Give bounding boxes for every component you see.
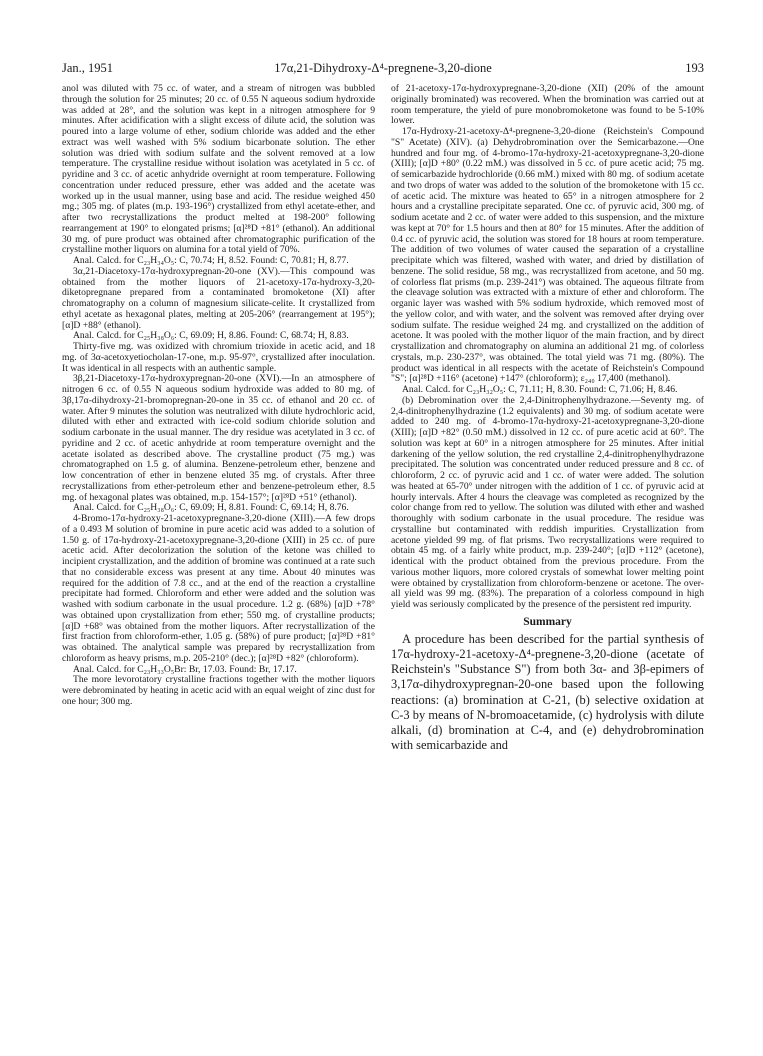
- compound-xiii-paragraph: 4-Bromo-17α-hydroxy-21-acetoxypregnane-3,20-dione (XIII).—A few drops of a 0.493 M solution of bromine in pure acetic acid was added to a solution of 1.50 g. of 17α-hydroxy-21-acetoxypregnane-3,20-dione (XIII) in 25 cc. of pure acetic acid. After decolorization the solution of the ketone was chilled to incipient crystallization, and the addition of bromine was continued at a rate such that no considerable excess was present at any time. About 40 minutes was required for the addition of 7.8 cc., and at the end of the reaction a crystalline precipitate had formed. Chloroform and ether were added and the solution was washed with sodium carbonate in the usual procedure. 1.2 g. (68%) [α]D +78° was obtained upon crystallization from ether; 550 mg. of crystalline products; [α]D +68° was obtained from the mother liquors. After recrystallization of the first fraction from chloroform-ether, 1.05 g. (58%) of pure product; [α]²⁸D +81° was obtained. The analytical sample was prepared by recrystallization from chloroform as heavy prisms, m.p. 205-210° (dec.); [α]²⁸D +82° (chloroform).: [62, 513, 375, 664]
- compound-xvi-paragraph: 3β,21-Diacetoxy-17α-hydroxypregnan-20-one (XVI).—In an atmosphere of nitrogen 6 cc. of 0.55 N aqueous sodium hydroxide was added to 80 mg. of 3β,17α-dihydroxy-21-bromopregnan-20-one in 35 cc. of ethanol and 20 cc. of water. After 9 minutes the solution was neutralized with dilute hydrochloric acid, diluted with ether and extracted with ice-cold sodium chloride solution and sodium carbonate in the usual manner. The dry residue was acetylated in 3 cc. of pyridine and 2 cc. of acetic anhydride at room temperature overnight and the acetate isolated as described above. The crystalline product (75 mg.) was chromatographed on 1.5 g. of alumina. Benzene-petroleum ether, benzene and low concentration of ether in benzene eluted 35 mg. of crystals. After three recrystallizations from ether-petroleum ether and benzene-petroleum ether, 8.5 mg. of hexagonal plates was obtained, m.p. 154-157°; [α]²⁸D +51° (ethanol).: [62, 373, 375, 503]
- paragraph: Thirty-five mg. was oxidized with chromium trioxide in acetic acid, and 18 mg. of 3α-acetoxyetiocholan-17-one, m.p. 95-97°, crystallized after inoculation. It was identical in all respects with an authentic sample.: [62, 341, 375, 374]
- compound-xiv-paragraph: 17α-Hydroxy-21-acetoxy-Δ⁴-pregnene-3,20-dione (Reichstein's Compound "S" Acetate) (XIV). (a) Dehydrobromination over the Semicarbazone.—One hundred and four mg. of 4-bromo-17α-hydroxy-21-acetoxypregnane-3,20-dione (XIII); [α]D +80° (0.22 mM.) was dissolved in 5 cc. of pure acetic acid; 75 mg. of semicarbazide hydrochloride (0.66 mM.) mixed with 80 mg. of sodium acetate and two drops of water was added to the solution of the bromoketone with 15 cc. of acetic acid. The mixture was heated to 65° in a nitrogen atmosphere for 2 hours and a crystalline precipitate separated. One cc. of pyruvic acid, 300 mg. of sodium acetate and 2 cc. of water were added to this suspension, and the mixture was kept at 70° for 1.5 hours and then at 80° for 15 minutes. After the addition of 0.4 cc. of pyruvic acid, the solution was stored for 18 hours at room temperature. The addition of two volumes of water caused the separation of a crystalline precipitate which was filtered, washed with water, and dried by distillation of benzene. The solid residue, 58 mg., was recrystallized from acetone, and 50 mg. of colorless flat prisms (m.p. 239-241°) was obtained. The aqueous filtrate from the cleavage solution was extracted with a mixture of ether and chloroform. The organic layer was washed with 5% sodium hydroxide, which removed most of the yellow color, and with water, and the solvent was removed after drying over sodium sulfate. The residue weighed 24 mg. and crystallized on the addition of acetone. It was pooled with the mother liquor of the main fraction, and by direct crystallization and chromatography on alumina an additional 21 mg. of colorless crystals, m.p. 230-237°, was obtained. The total yield was 71 mg. (80%). The product was identical in all respects with the acetate of Reichstein's Compound "S"; [α]²⁸D +116° (acetone) +147° (chloroform); ε₂₄₀ 17,400 (methanol).: [391, 126, 704, 385]
- paragraph: The more levorotatory crystalline fractions together with the mother liquors were debrominated by heating in acetic acid with an equal weight of zinc dust for one hour; 300 mg.: [62, 674, 375, 707]
- analysis-paragraph: Anal. Calcd. for C₂₅H₃₈O₆: C, 69.09; H, 8.81. Found: C, 69.14; H, 8.76.: [73, 502, 349, 514]
- summary-heading: Summary: [523, 615, 572, 628]
- paragraph: anol was diluted with 75 cc. of water, and a stream of nitrogen was bubbled through the solution for 25 minutes; 20 cc. of 0.55 N aqueous sodium hydroxide was added at 28°, and the solution was kept in a nitrogen atmosphere for 9 minutes. After acidification with a slight excess of dilute acid, the solution was poured into a large volume of ether, sodium chloride was added and the ether extract was well washed with 5% sodium bicarbonate solution. The ether solution was dried with sodium sulfate and the solvent removed at a low temperature. The crystalline residue without isolation was acetylated in 5 cc. of pyridine and 3 cc. of acetic anhydride overnight at room temperature. Following concentration under reduced pressure, ether was added and the acetate was worked up in the usual manner, using base and acid. The residue weighed 450 mg.; 305 mg. of plates (m.p. 193-196°) crystallized from ethyl acetate-ether, and after two recrystallizations the product melted at 198-200° following rearrangement at 190° to elongated prisms; [α]²⁸D +81° (ethanol). An additional 30 mg. of pure product was obtained after chromatographic purification of the crystalline mother liquors on alumina for a total yield of 70%.: [62, 84, 375, 256]
- left-column: [62, 84, 375, 1039]
- running-title: 17α,21-Dihydroxy-Δ⁴-pregnene-3,20-dione: [274, 61, 492, 75]
- analysis-paragraph: Anal. Calcd. for C₂₃H₃₂O₅: C, 71.11; H, 8.30. Found: C, 71.06; H, 8.46.: [402, 384, 678, 395]
- debromination-paragraph: (b) Debromination over the 2,4-Dinitrophenylhydrazone.—Seventy mg. of 2,4-dinitrophenylhydrazine (1.2 equivalents) and 30 mg. of sodium acetate were added to 240 mg. of 4-bromo-17α-hydroxy-21-acetoxypregnane-3,20-dione (XIII); [α]D +82° (0.50 mM.) dissolved in 12 cc. of pure acetic acid at 60°. The solution was kept at 60° in a nitrogen atmosphere for 25 minutes. After initial darkening of the yellow solution, the red crystalline 2,4-dinitrophenylhydrazone precipitated. The solution was concentrated under reduced pressure and 8 cc. of chloroform, 2 cc. of pyruvic acid and 1 cc. of water were added. The solution was heated at 65-70° under nitrogen with the addition of 1 cc. of pyruvic acid at hourly intervals. After 4 hours the cleavage was completed as recognized by the color change from red to yellow. The solution was diluted with ether and washed thoroughly with sodium carbonate in the usual procedure. The residue was crystalline but contaminated with reddish impurities. Crystallization from acetone yielded 99 mg. of flat prisms. Two recrystallizations were required to obtain 45 mg. of a fairly white product, m.p. 239-240°; [α]D +112° (acetone), identical with the product obtained from the previous procedure. From the various mother liquors, more colored crystals of somewhat lower melting point were obtained by crystallization from chloroform-benzene or acetone. The over-all yield was 99 mg. (83%). The preparation of a colorless compound in high yield was seriously complicated by the presence of the persistent red impurity.: [391, 394, 704, 610]
- issue-date: Jan., 1951: [62, 61, 114, 75]
- page-number: 193: [685, 61, 704, 75]
- summary-text: A procedure has been described for the partial synthesis of 17α-hydroxy-21-acetoxy-Δ⁴-pregnene-3,20-dione (acetate of Reichstein's "Substance S") from both 3α- and 3β-epimers of 3,17α-dihydroxypregnan-20-one based upon the following reactions: (a) bromination at C-21, (b) selective oxidation at C-3 by means of N-bromoacetamide, (c) hydrolysis with dilute alkali, (d) bromination at C-4, and (e) dehydrobromination with semicarbazide and: [391, 631, 704, 753]
- running-head: [62, 60, 704, 76]
- analysis-paragraph: Anal. Calcd. for C₂₃H₃₃O₅Br: Br, 17.03. Found: Br, 17.17.: [73, 663, 297, 675]
- analysis-paragraph: Anal. Calcd. for C₂₅H₃₈O₆: C, 69.09; H, 8.86. Found: C, 68.74; H, 8.83.: [73, 330, 349, 342]
- paragraph: of 21-acetoxy-17α-hydroxypregnane-3,20-dione (XII) (20% of the amount originally brominated) was recovered. When the bromination was carried out at room temperature, the yield of pure monobromoketone was found to be 5-10% lower.: [391, 84, 704, 127]
- right-column: [391, 84, 704, 1039]
- analysis-paragraph: Anal. Calcd. for C₂₃H₃₄O₅: C, 70.74; H, 8.52. Found: C, 70.81; H, 8.77.: [73, 255, 349, 266]
- compound-xv-paragraph: 3α,21-Diacetoxy-17α-hydroxypregnan-20-one (XV).—This compound was obtained from the mother liquors of 21-acetoxy-17α-hydroxy-3,20-diketopregnane prepared from a contaminated bromoketone (XI) after chromatography on a column of magnesium silicate-celite. It crystallized from ethyl acetate as hexagonal plates, melting at 205-206° (rearrangement at 195°); [α]D +88° (ethanol).: [62, 265, 375, 331]
